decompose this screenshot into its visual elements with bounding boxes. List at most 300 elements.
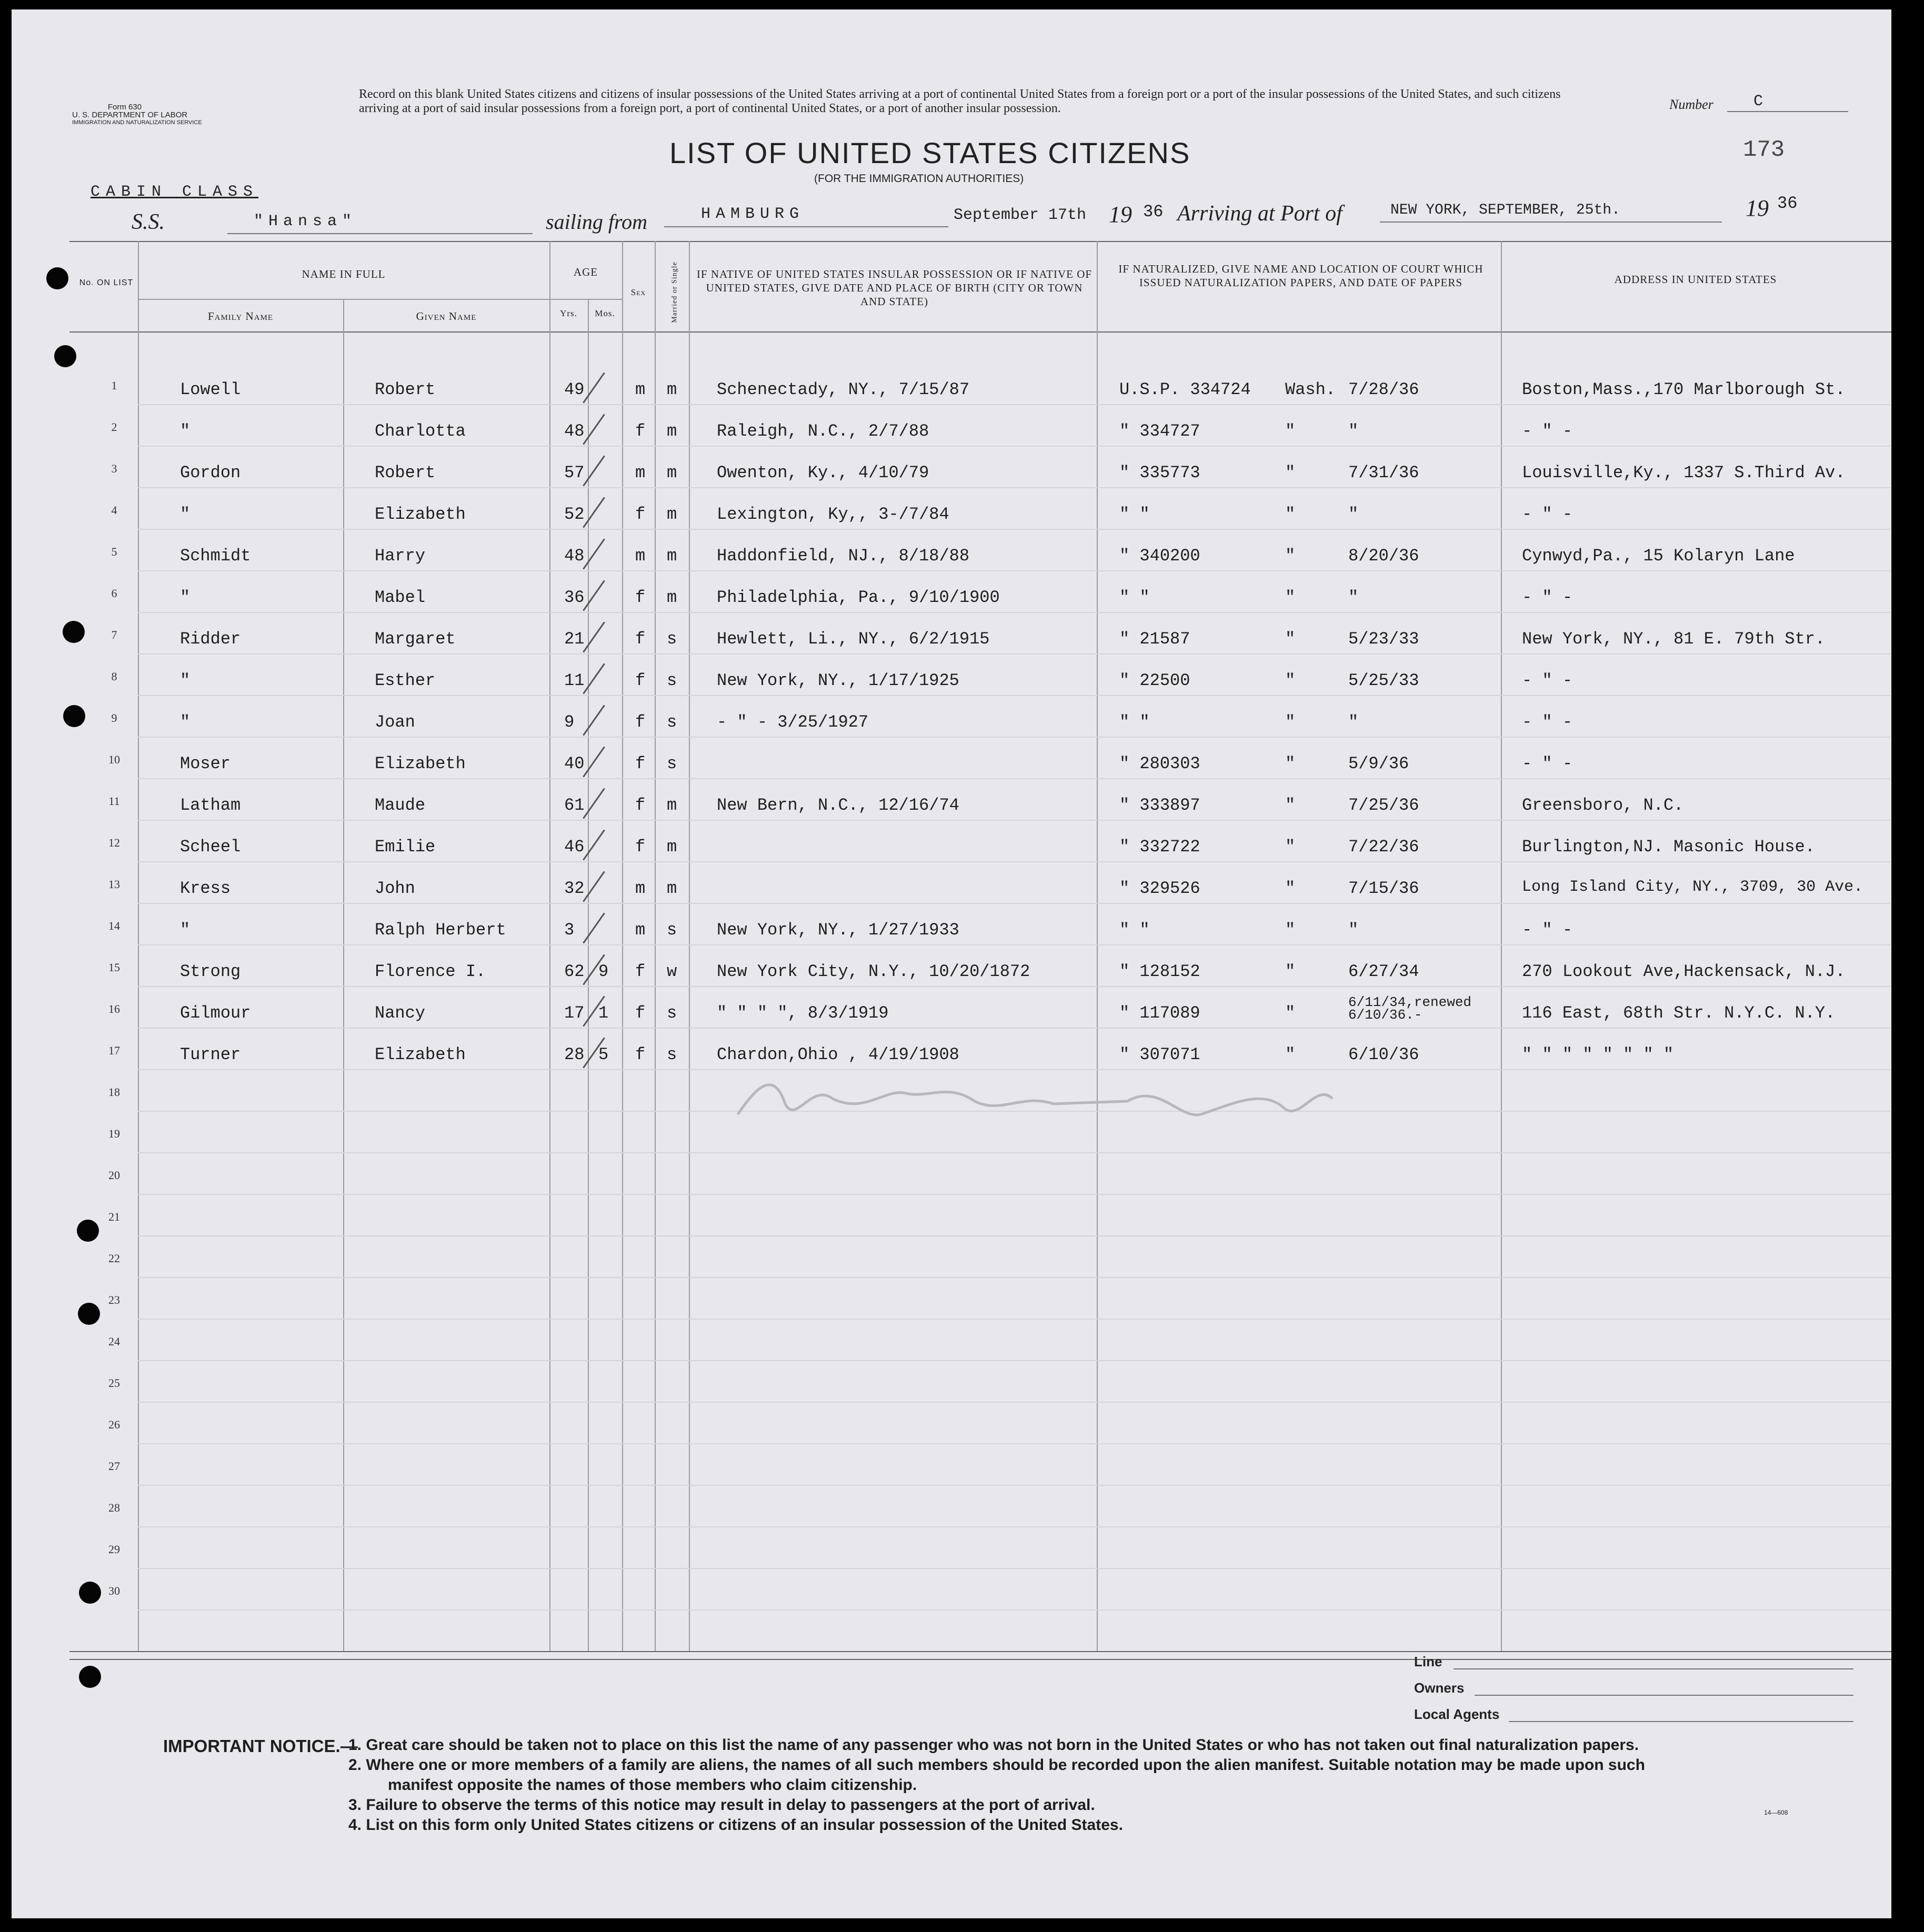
line-number: 6: [111, 587, 117, 600]
header-family-name: Family Name: [207, 310, 274, 323]
class-label: CABIN CLASS: [91, 183, 259, 201]
age-years: 40: [564, 754, 585, 773]
given-name: John: [375, 879, 415, 898]
punch-hole: [79, 1582, 101, 1604]
family-name: Kress: [180, 879, 231, 898]
row-rule: [138, 778, 1890, 779]
header-birth: IF NATIVE OF UNITED STATES INSULAR POSSESSION OR IF NATIVE OF UNITED STATES, GIVE DATE AND PLACE OF BIRTH (CITY OR TOWN AND STATE): [696, 268, 1093, 308]
naturalization-location: ": [1285, 505, 1296, 524]
family-name: ": [180, 671, 191, 690]
naturalization-date: 6/11/34,renewed 6/10/36.-: [1348, 994, 1472, 1023]
family-name: Lowell: [180, 380, 241, 399]
birth-place-date: Lexington, Ky,, 3-/7/84: [717, 505, 949, 524]
naturalization-court: " ": [1119, 712, 1150, 732]
naturalization-court: " ": [1119, 588, 1150, 607]
number-underline: [1727, 111, 1848, 112]
instructions-text: Record on this blank United States citizens and citizens of insular possessions of the United States arriving at a port of continental United States from a foreign port or a port of the insular possessions of the United States, and such citizens arriving at a port of said insular possessions from a foreign port, a port of continental United States, or a port of another insular possession.: [359, 87, 1561, 115]
family-name: Schmidt: [180, 546, 251, 566]
line-number: 11: [108, 794, 120, 808]
check-mark: [583, 372, 605, 403]
naturalization-location: ": [1285, 962, 1296, 981]
port-to-underline: [1380, 222, 1722, 223]
address: Cynwyd,Pa., 15 Kolaryn Lane: [1522, 546, 1795, 566]
line-number: 13: [108, 878, 120, 891]
row-rule: [138, 1443, 1890, 1444]
check-mark: [583, 414, 605, 445]
family-name: Scheel: [180, 837, 241, 857]
notice-title: IMPORTANT NOTICE.—: [163, 1736, 358, 1756]
row-rule: [138, 1235, 1890, 1236]
row-rule: [138, 903, 1890, 904]
age-years: 61: [564, 796, 585, 815]
address: Greensboro, N.C.: [1522, 796, 1684, 815]
row-rule: [138, 1194, 1890, 1195]
line-number: 1: [111, 379, 117, 392]
family-name: Gordon: [180, 463, 241, 482]
row-rule: [138, 820, 1890, 821]
given-name: Maude: [375, 796, 426, 815]
sex: m: [635, 380, 646, 399]
address: - " -: [1522, 920, 1573, 940]
line-number: 16: [108, 1002, 120, 1015]
header-mos: Mos.: [595, 308, 615, 318]
owners-label: Owners: [1414, 1680, 1465, 1696]
naturalization-location: ": [1285, 1045, 1296, 1064]
name-subheader-line: [138, 299, 549, 300]
department: U. S. DEPARTMENT OF LABOR: [72, 110, 188, 119]
row-rule: [138, 861, 1890, 862]
marital-status: w: [667, 962, 677, 981]
marital-status: m: [667, 505, 677, 524]
notice-1: 1. Great care should be taken not to place on this list the name of any passenger who was not born in the United States or who has not taken out final naturalization papers.: [348, 1736, 1639, 1754]
header-sex: Sex: [630, 287, 646, 297]
birth-place-date: Philadelphia, Pa., 9/10/1900: [717, 588, 1000, 607]
row-rule: [138, 529, 1890, 530]
line-number: 25: [108, 1376, 120, 1390]
naturalization-date: 7/15/36: [1348, 879, 1419, 898]
line-number: 30: [108, 1584, 120, 1597]
document-page: [12, 9, 1891, 1918]
col-divider-given: [549, 241, 550, 1651]
naturalization-date: 5/25/33: [1348, 671, 1419, 690]
sex: f: [635, 588, 646, 607]
naturalization-location: ": [1285, 754, 1296, 773]
naturalization-location: ": [1285, 712, 1296, 732]
naturalization-date: 6/27/34: [1348, 962, 1419, 981]
naturalization-date: 5/9/36: [1348, 754, 1409, 773]
birth-place-date: New Bern, N.C., 12/16/74: [717, 796, 959, 815]
check-mark: [583, 538, 605, 569]
naturalization-date: ": [1348, 712, 1359, 732]
address: 270 Lookout Ave,Hackensack, N.J.: [1522, 962, 1846, 981]
line-number: 2: [111, 420, 117, 434]
agents-label: Local Agents: [1414, 1706, 1500, 1722]
age-years: 46: [564, 837, 585, 857]
notice-2: 2. Where one or more members of a family are aliens, the names of all such members should be recorded upon the alien manifest. Suitable notation may be made upon such: [348, 1756, 1645, 1774]
port-from-underline: [664, 226, 948, 227]
age-years: 49: [564, 380, 585, 399]
sex: f: [635, 505, 646, 524]
naturalization-location: ": [1285, 837, 1296, 857]
line-number: 29: [108, 1543, 120, 1556]
marital-status: m: [667, 796, 677, 815]
header-naturalized: IF NATURALIZED, GIVE NAME AND LOCATION OF COURT WHICH ISSUED NATURALIZATION PAPERS, AND DATE OF PAPERS: [1118, 263, 1484, 289]
naturalization-date: 7/25/36: [1348, 796, 1419, 815]
given-name: Mabel: [375, 588, 426, 607]
naturalization-court: " 333897: [1119, 796, 1200, 815]
family-name: Strong: [180, 962, 241, 981]
birth-place-date: Haddonfield, NJ., 8/18/88: [717, 546, 970, 566]
age-years: 28: [564, 1045, 585, 1064]
address: " " " " " " " ": [1522, 1045, 1674, 1064]
row-rule: [138, 1568, 1890, 1569]
line-number: 19: [108, 1127, 120, 1140]
family-name: ": [180, 505, 191, 524]
punch-hole: [79, 1666, 101, 1688]
form-code: 14—608: [1764, 1809, 1788, 1816]
row-rule: [138, 1152, 1890, 1153]
table-bottom-border-2: [69, 1659, 1891, 1660]
naturalization-court: " 329526: [1119, 879, 1200, 898]
naturalization-location: Wash.: [1285, 380, 1336, 399]
row-rule: [138, 1360, 1890, 1361]
row-rule: [138, 487, 1890, 488]
marital-status: s: [667, 671, 677, 690]
given-name: Robert: [375, 463, 436, 482]
col-divider-mos: [622, 241, 623, 1651]
row-rule: [138, 737, 1890, 738]
naturalization-court: " 117089: [1119, 1003, 1200, 1023]
col-divider-nat: [1501, 241, 1502, 1651]
naturalization-court: " ": [1119, 505, 1150, 524]
header-given-name: Given Name: [416, 310, 477, 323]
ship-name: "Hansa": [254, 213, 357, 230]
number-value: C: [1753, 93, 1763, 110]
marital-status: m: [667, 463, 677, 482]
check-mark: [583, 621, 605, 652]
sex: f: [635, 712, 646, 732]
age-years: 48: [564, 421, 585, 441]
family-name: ": [180, 588, 191, 607]
address: Long Island City, NY., 3709, 30 Ave.: [1522, 878, 1863, 896]
naturalization-date: ": [1348, 421, 1359, 441]
line-number: 10: [108, 753, 120, 766]
notice-2-cont: manifest opposite the names of those members who claim citizenship.: [388, 1776, 917, 1794]
age-subheader-line: [549, 299, 622, 300]
marital-status: m: [667, 879, 677, 898]
line-number: 27: [108, 1460, 120, 1473]
marital-status: s: [667, 1045, 677, 1064]
punch-hole: [63, 705, 85, 727]
year-prefix: 19: [1109, 202, 1132, 227]
year2-prefix: 19: [1746, 195, 1769, 221]
signature-scribble: [727, 1051, 1411, 1146]
line-number: 17: [108, 1044, 120, 1057]
row-rule: [138, 612, 1890, 613]
naturalization-location: ": [1285, 1003, 1296, 1023]
row-rule: [138, 695, 1890, 696]
age-years: 3: [564, 920, 575, 940]
line-number: 21: [108, 1210, 120, 1223]
sex: m: [635, 879, 646, 898]
age-months: 9: [598, 962, 609, 981]
header-married: Married or Single: [670, 261, 679, 323]
address: - " -: [1522, 588, 1573, 607]
family-name: ": [180, 421, 191, 441]
age-years: 36: [564, 588, 585, 607]
naturalization-location: ": [1285, 796, 1296, 815]
family-name: Ridder: [180, 629, 241, 649]
given-name: Charlotta: [375, 421, 466, 441]
check-mark: [583, 746, 605, 777]
sex: f: [635, 754, 646, 773]
age-months: 1: [598, 1003, 609, 1023]
naturalization-date: 8/20/36: [1348, 546, 1419, 566]
age-years: 62: [564, 962, 585, 981]
marital-status: s: [667, 712, 677, 732]
check-mark: [583, 705, 605, 736]
col-divider-no: [138, 241, 139, 1651]
row-rule: [138, 1319, 1890, 1320]
sex: f: [635, 796, 646, 815]
naturalization-court: " 280303: [1119, 754, 1200, 773]
naturalization-location: ": [1285, 671, 1296, 690]
line-number: 12: [108, 836, 120, 849]
date-from: September 17th: [954, 206, 1087, 224]
punch-hole: [63, 621, 85, 643]
header-address: ADDRESS IN UNITED STATES: [1614, 273, 1777, 286]
age-years: 32: [564, 879, 585, 898]
row-rule: [138, 1485, 1890, 1486]
given-name: Joan: [375, 712, 415, 732]
given-name: Margaret: [375, 629, 456, 649]
arriving-label: Arriving at Port of: [1177, 202, 1342, 226]
line-number: 22: [108, 1252, 120, 1265]
ship-underline: [227, 233, 533, 234]
sex: f: [635, 671, 646, 690]
row-rule: [138, 1028, 1890, 1029]
page-subtitle: (FOR THE IMMIGRATION AUTHORITIES): [814, 173, 1024, 185]
naturalization-court: " 128152: [1119, 962, 1200, 981]
header-no: No. ON LIST: [79, 278, 134, 287]
check-mark: [583, 912, 605, 943]
family-name: Moser: [180, 754, 231, 773]
sex: f: [635, 962, 646, 981]
naturalization-location: ": [1285, 629, 1296, 649]
sex: f: [635, 1003, 646, 1023]
address: - " -: [1522, 754, 1573, 773]
page-number: 173: [1743, 137, 1785, 163]
line-number: 28: [108, 1501, 120, 1514]
sex: m: [635, 546, 646, 566]
naturalization-location: ": [1285, 546, 1296, 566]
sex: m: [635, 920, 646, 940]
line-number: 9: [111, 711, 117, 724]
naturalization-date: 7/31/36: [1348, 463, 1419, 482]
line-number: 5: [111, 545, 117, 558]
naturalization-date: ": [1348, 588, 1359, 607]
given-name: Florence I.: [375, 962, 486, 981]
line-number: 26: [108, 1418, 120, 1431]
address: Boston,Mass.,170 Marlborough St.: [1522, 380, 1846, 399]
family-name: Latham: [180, 796, 241, 815]
row-rule: [138, 1526, 1890, 1527]
sex: f: [635, 629, 646, 649]
family-name: ": [180, 920, 191, 940]
form-number: Form 630: [107, 103, 142, 112]
check-mark: [583, 497, 605, 528]
naturalization-court: " 307071: [1119, 1045, 1200, 1064]
naturalization-court: " 21587: [1119, 629, 1190, 649]
line-label: Line: [1414, 1654, 1442, 1669]
birth-place-date: Hewlett, Li., NY., 6/2/1915: [717, 629, 990, 649]
header-age: AGE: [573, 266, 598, 278]
address: 116 East, 68th Str. N.Y.C. N.Y.: [1522, 1003, 1836, 1023]
address: Louisville,Ky., 1337 S.Third Av.: [1522, 463, 1846, 482]
naturalization-date: 7/28/36: [1348, 380, 1419, 399]
table-bottom-border: [69, 1651, 1891, 1652]
given-name: Ralph Herbert: [375, 920, 506, 940]
given-name: Nancy: [375, 1003, 426, 1023]
port-to: NEW YORK, SEPTEMBER, 25th.: [1390, 202, 1620, 218]
check-mark: [583, 829, 605, 860]
line-number: 3: [111, 462, 117, 475]
notice-3: 3. Failure to observe the terms of this notice may result in delay to passengers at the port of arrival.: [348, 1796, 1095, 1814]
marital-status: m: [667, 546, 677, 566]
punch-hole: [78, 1303, 100, 1325]
line-number: 23: [108, 1293, 120, 1306]
birth-place-date: - " - 3/25/1927: [717, 712, 869, 732]
birth-place-date: New York, NY., 1/27/1933: [717, 920, 959, 940]
sex: f: [635, 421, 646, 441]
address: - " -: [1522, 505, 1573, 524]
given-name: Elizabeth: [375, 1045, 466, 1064]
naturalization-location: ": [1285, 463, 1296, 482]
check-mark: [583, 455, 605, 486]
naturalization-date: 7/22/36: [1348, 837, 1419, 857]
age-years: 48: [564, 546, 585, 566]
naturalization-court: U.S.P. 334724: [1119, 380, 1251, 399]
given-name: Elizabeth: [375, 505, 466, 524]
naturalization-date: 6/10/36: [1348, 1045, 1419, 1064]
given-name: Robert: [375, 380, 436, 399]
given-name: Emilie: [375, 837, 436, 857]
line-number: 4: [111, 504, 117, 517]
page-title: LIST OF UNITED STATES CITIZENS: [669, 136, 1191, 169]
marital-status: m: [667, 380, 677, 399]
punch-hole: [46, 267, 68, 289]
given-name: Harry: [375, 546, 426, 566]
punch-hole: [77, 1220, 99, 1242]
address: Burlington,NJ. Masonic House.: [1522, 837, 1815, 857]
agents-underline: [1509, 1721, 1853, 1722]
birth-place-date: " " " ", 8/3/1919: [717, 1003, 889, 1023]
table-top-border: [69, 241, 1891, 242]
address: - " -: [1522, 671, 1573, 690]
naturalization-location: ": [1285, 879, 1296, 898]
number-label: Number: [1669, 97, 1713, 112]
marital-status: s: [667, 1003, 677, 1023]
birth-place-date: New York, NY., 1/17/1925: [717, 671, 959, 690]
port-from: HAMBURG: [701, 205, 805, 223]
row-rule: [138, 404, 1890, 405]
line-number: 15: [108, 961, 120, 974]
address: - " -: [1522, 712, 1573, 732]
line-number: 7: [111, 628, 117, 641]
naturalization-court: " 335773: [1119, 463, 1200, 482]
row-rule: [138, 570, 1890, 571]
ss-label: S.S.: [132, 210, 165, 234]
given-name: Esther: [375, 671, 436, 690]
naturalization-court: " 332722: [1119, 837, 1200, 857]
birth-place-date: Schenectady, NY., 7/15/87: [717, 380, 970, 399]
year2: 36: [1777, 194, 1798, 213]
age-years: 9: [564, 712, 575, 732]
age-years: 52: [564, 505, 585, 524]
naturalization-court: " 22500: [1119, 671, 1190, 690]
birth-place-date: New York City, N.Y., 10/20/1872: [717, 962, 1030, 981]
naturalization-date: ": [1348, 505, 1359, 524]
age-years: 21: [564, 629, 585, 649]
marital-status: s: [667, 920, 677, 940]
row-rule: [138, 1277, 1890, 1278]
family-name: Gilmour: [180, 1003, 251, 1023]
address: - " -: [1522, 421, 1573, 441]
marital-status: s: [667, 629, 677, 649]
sex: f: [635, 837, 646, 857]
sex: f: [635, 1045, 646, 1064]
naturalization-location: ": [1285, 920, 1296, 940]
check-mark: [583, 663, 605, 694]
header-yrs: Yrs.: [560, 308, 577, 318]
naturalization-date: ": [1348, 920, 1359, 940]
marital-status: m: [667, 837, 677, 857]
age-years: 11: [564, 671, 585, 690]
row-rule: [138, 446, 1890, 447]
header-name-in-full: NAME IN FULL: [302, 268, 386, 280]
birth-place-date: Chardon,Ohio , 4/19/1908: [717, 1045, 959, 1064]
marital-status: s: [667, 754, 677, 773]
row-rule: [138, 986, 1890, 987]
line-number: 18: [108, 1085, 120, 1099]
naturalization-location: ": [1285, 588, 1296, 607]
line-number: 14: [108, 919, 120, 932]
col-divider-ms: [689, 241, 690, 1651]
marital-status: m: [667, 588, 677, 607]
col-divider-family: [343, 299, 344, 1651]
punch-hole: [54, 345, 76, 367]
sailing-from-label: sailing from: [546, 210, 647, 234]
owners-underline: [1475, 1695, 1853, 1696]
line-underline: [1454, 1668, 1853, 1669]
line-number: 20: [108, 1169, 120, 1182]
naturalization-date: 5/23/33: [1348, 629, 1419, 649]
col-divider-birth: [1097, 241, 1098, 1651]
row-rule: [138, 944, 1890, 945]
check-mark: [583, 580, 605, 611]
marital-status: m: [667, 421, 677, 441]
naturalization-court: " ": [1119, 920, 1150, 940]
age-months: 5: [598, 1045, 609, 1064]
family-name: Turner: [180, 1045, 241, 1064]
year: 36: [1143, 202, 1164, 222]
age-years: 57: [564, 463, 585, 482]
notice-4: 4. List on this form only United States citizens or citizens of an insular possession of the United States.: [348, 1816, 1123, 1834]
address: New York, NY., 81 E. 79th Str.: [1522, 629, 1826, 649]
col-divider-sex: [655, 241, 656, 1651]
form-header: [72, 103, 202, 127]
naturalization-court: " 334727: [1119, 421, 1200, 441]
